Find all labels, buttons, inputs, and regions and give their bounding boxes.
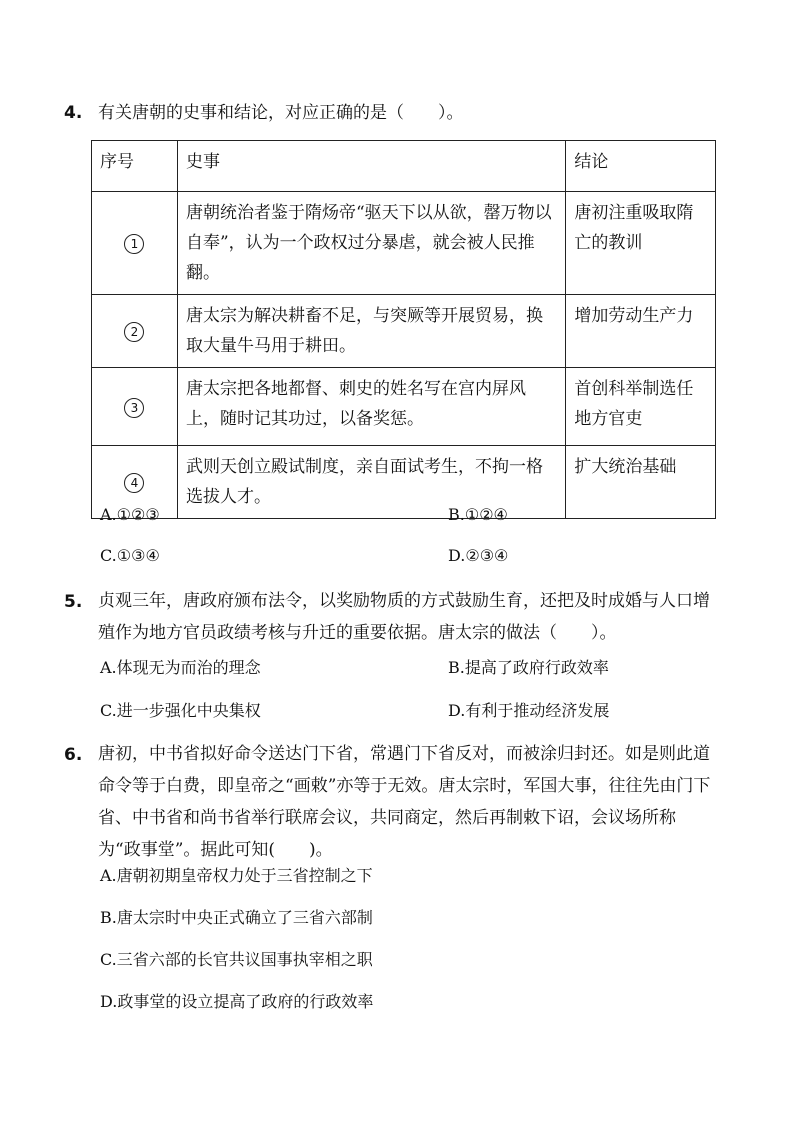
- table-row: [92, 446, 716, 519]
- q4-option-c[interactable]: C.①③④: [100, 546, 160, 565]
- question-6-stem: 唐初，中书省拟好命令送达门下省，常遇门下省反对，而被涂归封还。如是则此道命令等于白费，即皇帝之“画敕”亦等于无效。唐太宗时，军国大事，往往先由门下省、中书省和尚书省举行联席会议，共同商定，然后再制敕下诏，会议场所称为“政事堂”。据此可知( )。: [98, 744, 711, 860]
- table-row: [92, 192, 716, 295]
- table-row: [92, 368, 716, 446]
- q6-option-a[interactable]: A.唐朝初期皇帝权力处于三省控制之下: [100, 866, 373, 885]
- row-event: 武则天创立殿试制度，亲自面试考生，不拘一格选拔人才。: [177, 446, 565, 519]
- question-4-stem: 有关唐朝的史事和结论，对应正确的是（ ）。: [98, 103, 464, 123]
- row-index: 3: [124, 398, 144, 418]
- row-conclusion: 增加劳动生产力: [566, 295, 716, 368]
- row-index-cell: [92, 368, 178, 446]
- row-index-cell: [92, 192, 178, 295]
- question-4-number: 4.: [64, 103, 83, 123]
- row-index-cell: [92, 295, 178, 368]
- q6-option-b[interactable]: B.唐太宗时中央正式确立了三省六部制: [100, 908, 373, 927]
- question-5-stem: 贞观三年，唐政府颁布法令，以奖励物质的方式鼓励生育，还把及时成婚与人口增殖作为地方官员政绩考核与升迁的重要依据。唐太宗的做法（ ）。: [98, 591, 710, 643]
- row-event: 唐太宗为解决耕畜不足，与突厥等开展贸易，换取大量牛马用于耕田。: [177, 295, 565, 368]
- q4-option-b[interactable]: B.①②④: [448, 505, 508, 524]
- q6-option-c[interactable]: C.三省六部的长官共议国事执宰相之职: [100, 950, 373, 969]
- row-conclusion: 唐初注重吸取隋亡的教训: [566, 192, 716, 295]
- row-index: 2: [124, 322, 144, 342]
- row-index: 4: [124, 473, 144, 493]
- table-header-row: [92, 141, 716, 192]
- q6-option-d[interactable]: D.政事堂的设立提高了政府的行政效率: [100, 992, 374, 1011]
- row-conclusion: 首创科举制选任地方官吏: [566, 368, 716, 446]
- header-index: 序号: [92, 141, 178, 192]
- question-6-number: 6.: [64, 745, 83, 765]
- row-event: 唐朝统治者鉴于隋炀帝“驱天下以从欲，罄万物以自奉”，认为一个政权过分暴虐，就会被人民推翻。: [177, 192, 565, 295]
- question-5-number: 5.: [64, 592, 83, 612]
- q5-option-d[interactable]: D.有利于推动经济发展: [448, 701, 610, 720]
- row-conclusion: 扩大统治基础: [566, 446, 716, 519]
- table-row: [92, 295, 716, 368]
- header-conclusion: 结论: [566, 141, 716, 192]
- row-event: 唐太宗把各地都督、刺史的姓名写在宫内屏风上，随时记其功过，以备奖惩。: [177, 368, 565, 446]
- q4-option-a[interactable]: A.①②③: [100, 505, 160, 524]
- q5-option-b[interactable]: B.提高了政府行政效率: [448, 658, 609, 677]
- header-event: 史事: [177, 141, 565, 192]
- history-table: [91, 140, 716, 519]
- q5-option-c[interactable]: C.进一步强化中央集权: [100, 701, 261, 720]
- q5-option-a[interactable]: A.体现无为而治的理念: [100, 658, 261, 677]
- q4-option-d[interactable]: D.②③④: [448, 546, 509, 565]
- row-index: 1: [124, 234, 144, 254]
